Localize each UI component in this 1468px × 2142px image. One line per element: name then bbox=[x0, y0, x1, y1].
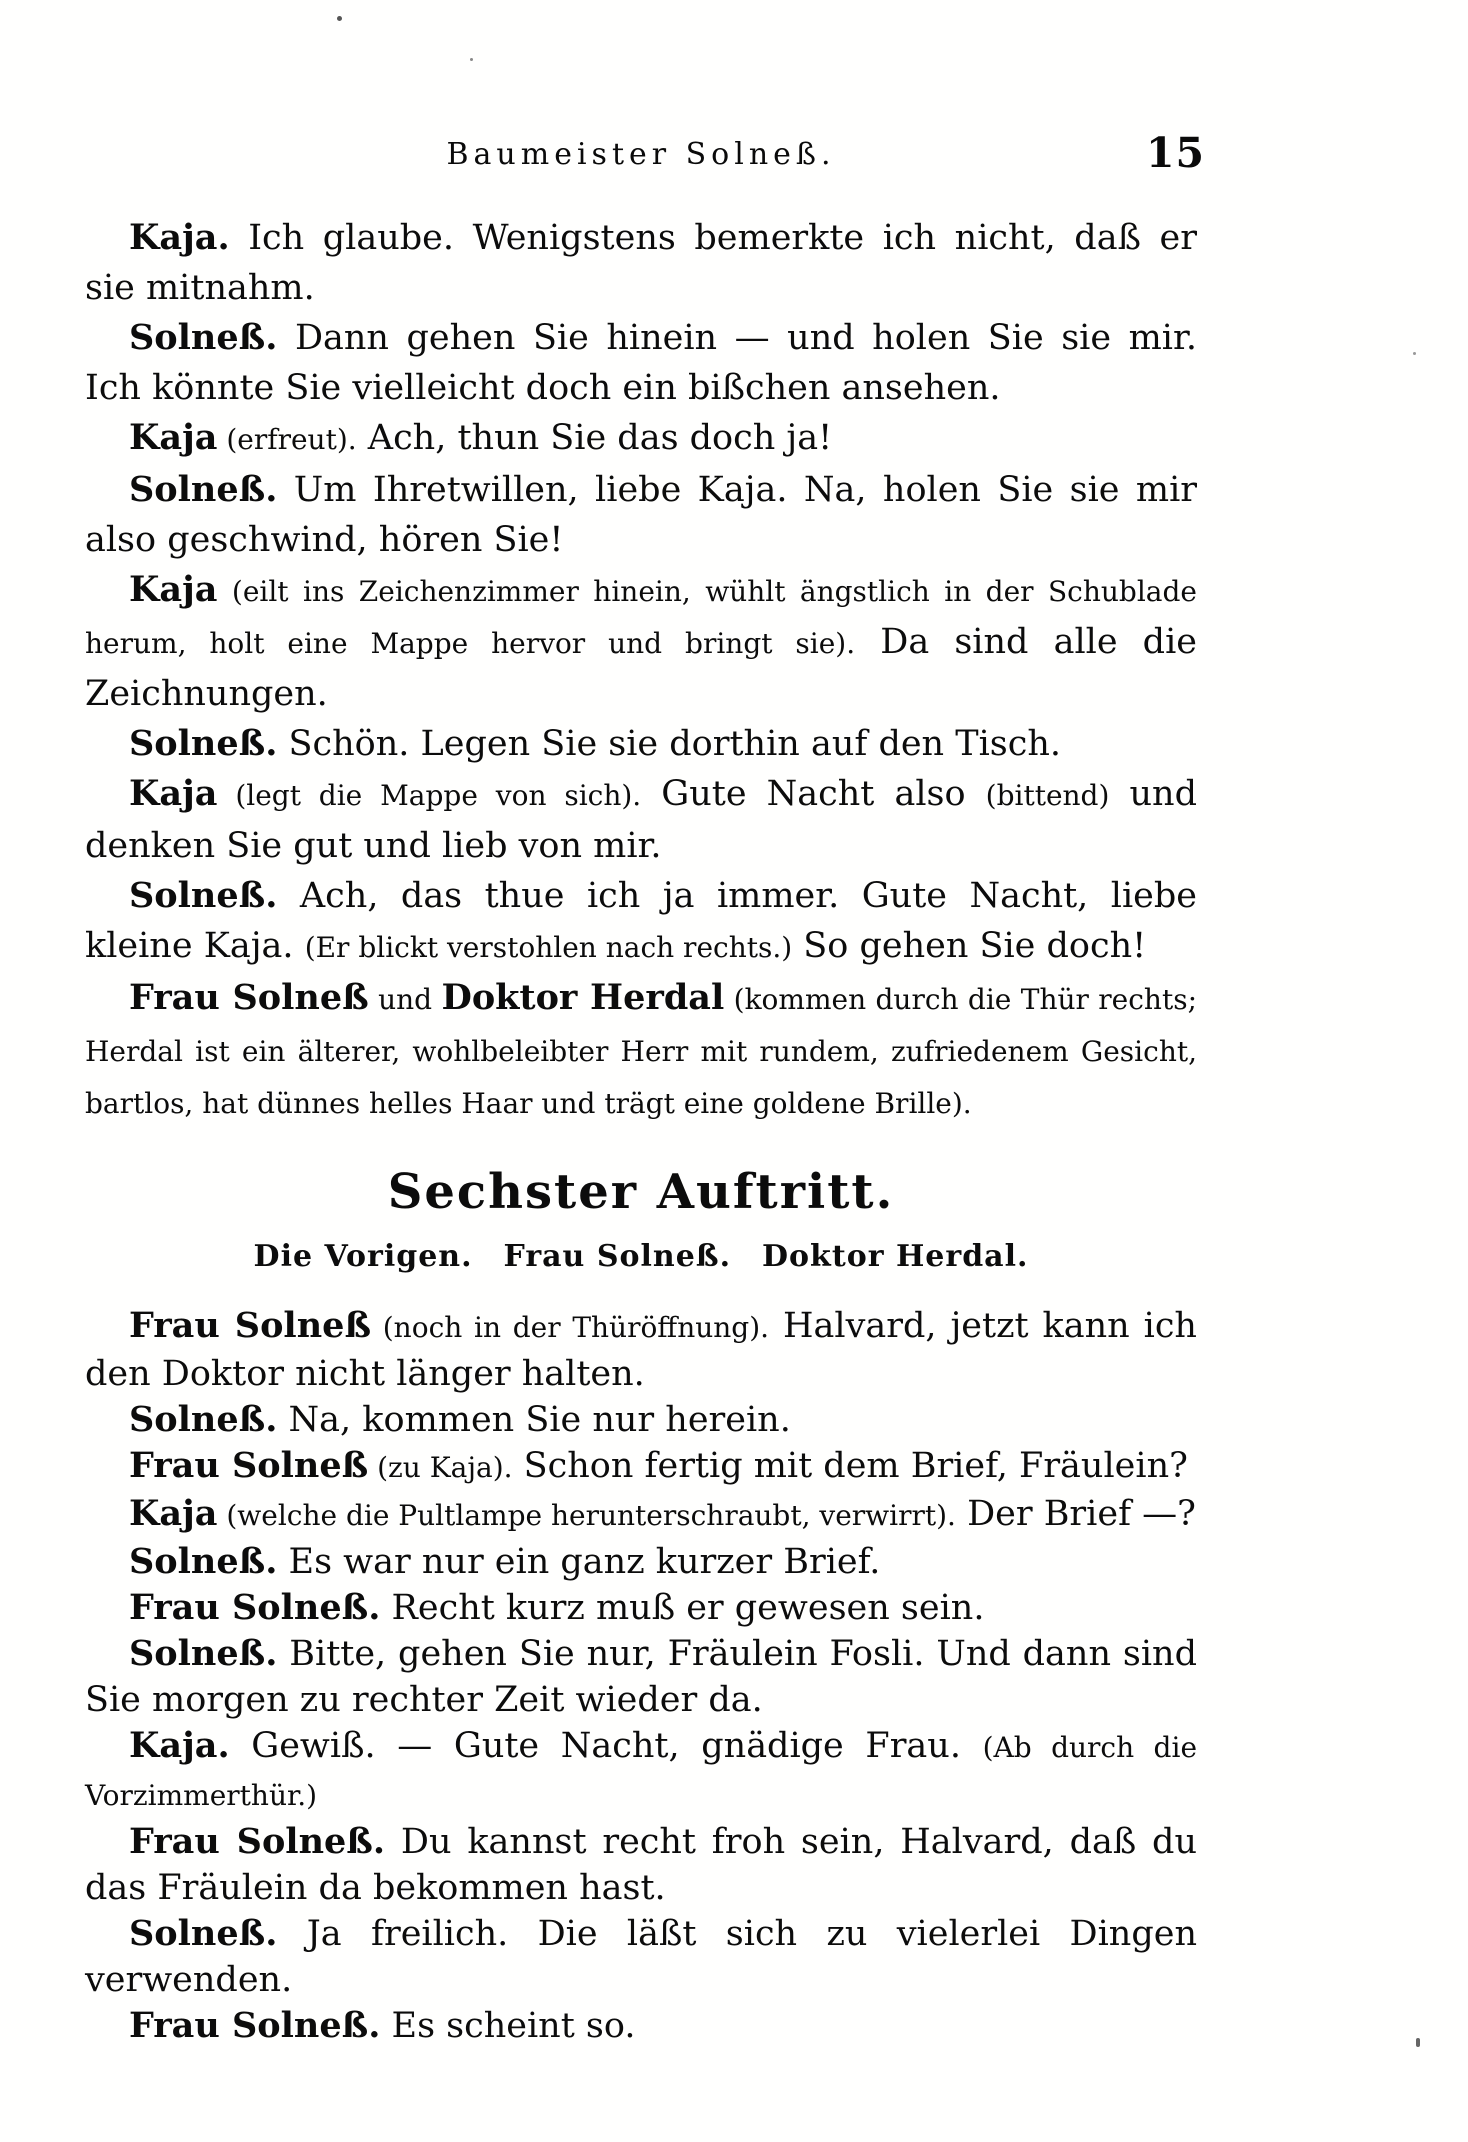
paragraph bbox=[85, 1585, 1197, 1631]
speaker-name: Kaja bbox=[129, 417, 218, 458]
stage-direction: (legt die Mappe von sich). bbox=[217, 779, 642, 812]
stage-direction: (Er blickt verstohlen nach rechts.) bbox=[304, 931, 793, 964]
speech-text: Bitte, gehen Sie nur, Fräulein Fosli. Und dann sind Sie morgen zu rechter Zeit wieder da. bbox=[85, 1634, 1197, 1720]
speaker-name: Solneß. bbox=[129, 1913, 278, 1954]
speech-text: Es scheint so. bbox=[380, 2006, 636, 2046]
stage-direction: (bittend) bbox=[985, 779, 1110, 812]
speaker-name: Frau Solneß bbox=[129, 1445, 369, 1486]
paragraph bbox=[85, 565, 1197, 719]
stage-direction: (eilt ins Zeichenzimmer hinein, wühlt ängstlich in der Schublade herum, holt eine Mappe hervor und bringt sie). bbox=[85, 575, 1197, 660]
paragraph bbox=[85, 1397, 1197, 1443]
speaker-name: Frau Solneß. bbox=[129, 1821, 386, 1862]
speaker-name: Frau Solneß. bbox=[129, 1587, 381, 1628]
speaker-name: Frau Solneß bbox=[129, 977, 369, 1018]
speech-text: Schon fertig mit dem Brief, Fräulein? bbox=[512, 1446, 1188, 1486]
speech-text: Ach, thun Sie das doch ja! bbox=[356, 418, 833, 458]
scene-five-paragraphs bbox=[85, 213, 1197, 1129]
speaker-name: Solneß. bbox=[129, 469, 278, 510]
paragraph bbox=[85, 313, 1197, 413]
paragraph bbox=[85, 1539, 1197, 1585]
speech-text: Gewiß. — Gute Nacht, gnädige Frau. bbox=[229, 1726, 983, 1766]
speaker-name: Frau Solneß. bbox=[129, 2005, 381, 2046]
speech-text: Schön. Legen Sie sie dorthin auf den Tisch. bbox=[277, 724, 1061, 764]
paragraph bbox=[85, 2003, 1197, 2049]
speech-text: Ja freilich. Die läßt sich zu vielerlei Dingen verwenden. bbox=[85, 1914, 1197, 2000]
speech-text: und denken Sie gut und lieb von mir. bbox=[85, 774, 1197, 866]
speaker-name: Solneß. bbox=[129, 317, 278, 358]
paragraph bbox=[85, 413, 1197, 465]
running-head-title: Baumeister Solneß. bbox=[446, 137, 836, 172]
stage-direction: (noch in der Thüröffnung). bbox=[371, 1311, 770, 1344]
speaker-name: Solneß. bbox=[129, 875, 278, 916]
speech-text: Ich glaube. Wenigstens bemerkte ich nicht, daß er sie mitnahm. bbox=[85, 218, 1197, 308]
speech-text: Halvard, jetzt kann ich den Doktor nicht länger halten. bbox=[85, 1306, 1197, 1394]
stage-direction: (kommen durch die Thür rechts; Herdal ist ein älterer, wohlbeleibter Herr mit rundem, zufriedenem Gesicht, bartlos, hat dünnes helles Haar und trägt eine goldene Brille). bbox=[85, 983, 1197, 1120]
paragraph bbox=[85, 1911, 1197, 2003]
paragraph bbox=[85, 1303, 1197, 1397]
speaker-name: Kaja bbox=[129, 773, 218, 814]
speaker-name: Kaja. bbox=[129, 217, 230, 258]
speech-text: Da sind alle die Zeichnungen. bbox=[85, 622, 1197, 714]
speech-text: Der Brief —? bbox=[955, 1494, 1196, 1534]
paragraph bbox=[85, 1491, 1197, 1539]
paragraph bbox=[85, 719, 1197, 769]
paragraph bbox=[85, 213, 1197, 313]
scene-characters-line: Die Vorigen. Frau Solneß. Doktor Herdal. bbox=[253, 1239, 1029, 1274]
speech-text: Gute Nacht also bbox=[641, 774, 986, 814]
speaker-name: Doktor Herdal bbox=[441, 977, 725, 1018]
speaker-name: Solneß. bbox=[129, 1399, 278, 1440]
speech-text: Du kannst recht froh sein, Halvard, daß du das Fräulein da bekommen hast. bbox=[85, 1822, 1197, 1908]
paragraph bbox=[85, 465, 1197, 565]
scene-six-paragraphs bbox=[85, 1303, 1197, 2049]
speaker-name: Kaja bbox=[129, 569, 218, 610]
stage-direction: (welche die Pultlampe herunterschraubt, verwirrt). bbox=[217, 1499, 956, 1532]
paragraph bbox=[85, 1443, 1197, 1491]
speech-text: So gehen Sie doch! bbox=[792, 926, 1147, 966]
paragraph bbox=[85, 1819, 1197, 1911]
speaker-name: Solneß. bbox=[129, 723, 278, 764]
stage-direction: (zu Kaja). bbox=[368, 1451, 513, 1484]
scan-speck bbox=[1416, 2038, 1420, 2047]
paragraph bbox=[85, 973, 1197, 1129]
stage-direction: und bbox=[368, 983, 442, 1016]
page-number: 15 bbox=[1146, 129, 1206, 177]
scene-heading: Sechster Auftritt. bbox=[387, 1164, 895, 1220]
speech-text: Dann gehen Sie hinein — und holen Sie sie mir. Ich könnte Sie vielleicht doch ein bißchen ansehen. bbox=[85, 318, 1197, 408]
speaker-name: Solneß. bbox=[129, 1633, 278, 1674]
running-head bbox=[85, 132, 1197, 178]
stage-direction: (Ab durch die Vorzimmerthür.) bbox=[85, 1731, 1198, 1812]
paragraph bbox=[85, 1631, 1197, 1723]
speaker-name: Kaja. bbox=[129, 1725, 230, 1766]
speech-text: Es war nur ein ganz kurzer Brief. bbox=[277, 1542, 881, 1582]
stage-direction: (erfreut). bbox=[217, 423, 357, 456]
paragraph bbox=[85, 769, 1197, 871]
speaker-name: Solneß. bbox=[129, 1541, 278, 1582]
speaker-name: Kaja bbox=[129, 1493, 218, 1534]
scan-speck bbox=[337, 16, 342, 21]
paragraph bbox=[85, 871, 1197, 973]
paragraph bbox=[85, 1723, 1197, 1819]
speech-text: Na, kommen Sie nur herein. bbox=[277, 1400, 791, 1440]
scan-speck bbox=[1413, 352, 1416, 355]
speech-text: Ach, das thue ich ja immer. Gute Nacht, liebe kleine Kaja. bbox=[85, 876, 1197, 966]
text-body bbox=[85, 213, 1197, 2049]
speech-text: Recht kurz muß er gewesen sein. bbox=[380, 1588, 985, 1628]
scan-speck bbox=[470, 58, 473, 61]
speaker-name: Frau Solneß bbox=[129, 1305, 372, 1346]
speech-text: Um Ihretwillen, liebe Kaja. Na, holen Sie sie mir also geschwind, hören Sie! bbox=[85, 470, 1197, 560]
